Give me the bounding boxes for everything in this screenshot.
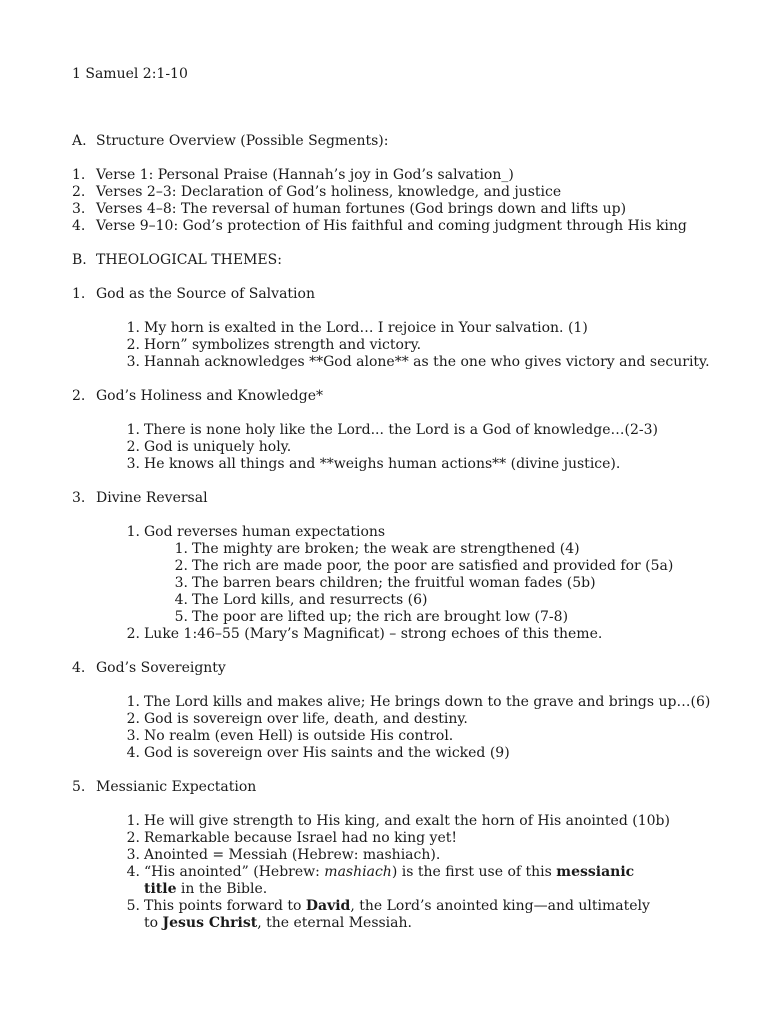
list-text: He will give strength to His king, and exalt the horn of His anointed (10b) bbox=[144, 813, 670, 829]
list-number: 2. bbox=[126, 439, 140, 455]
sub-list-item bbox=[72, 609, 682, 626]
list-text: The poor are lifted up; the rich are brought low (7-8) bbox=[192, 609, 569, 625]
list-item bbox=[72, 694, 711, 711]
bold-term: Jesus Christ bbox=[162, 915, 258, 931]
document-page bbox=[72, 66, 711, 932]
list-number: 4. bbox=[126, 864, 140, 880]
list-text: There is none holy like the Lord... the Lord is a God of knowledge…(2-3) bbox=[144, 422, 658, 438]
list-item bbox=[72, 830, 682, 847]
list-number: 4. bbox=[126, 745, 140, 761]
list-text: God is sovereign over life, death, and destiny. bbox=[144, 711, 468, 727]
theme-title: Messianic Expectation bbox=[96, 779, 257, 795]
list-text: Remarkable because Israel had no king yet! bbox=[144, 830, 457, 846]
section-a-marker: A. bbox=[72, 133, 87, 149]
list-text: Hannah acknowledges **God alone** as the one who gives victory and security. bbox=[144, 354, 710, 370]
section-a-heading bbox=[72, 133, 682, 150]
list-number: 1. bbox=[174, 541, 188, 557]
list-number: 1. bbox=[126, 422, 140, 438]
theme-number: 1. bbox=[72, 286, 86, 302]
list-number: 3. bbox=[126, 728, 140, 744]
list-number: 2. bbox=[126, 711, 140, 727]
theme-number: 3. bbox=[72, 490, 86, 506]
list-text: The Lord kills and makes alive; He brings down to the grave and brings up…(6) bbox=[144, 694, 711, 710]
list-text: Luke 1:46–55 (Mary’s Magnificat) – strong echoes of this theme. bbox=[144, 626, 603, 642]
list-item bbox=[72, 184, 682, 201]
list-text: No realm (even Hell) is outside His control. bbox=[144, 728, 454, 744]
list-text: Verses 4–8: The reversal of human fortunes (God brings down and lifts up) bbox=[96, 201, 627, 217]
list-item bbox=[72, 201, 682, 218]
section-b-marker: B. bbox=[72, 252, 87, 268]
list-number: 1. bbox=[126, 524, 140, 540]
text-run: ) is the first use of this bbox=[391, 864, 557, 880]
list-text: God is sovereign over His saints and the wicked (9) bbox=[144, 745, 510, 761]
theme-heading bbox=[72, 779, 682, 796]
list-number: 3. bbox=[126, 354, 140, 370]
list-number: 4. bbox=[72, 218, 86, 234]
list-number: 2. bbox=[72, 184, 86, 200]
list-item bbox=[72, 813, 682, 830]
theme-number: 4. bbox=[72, 660, 86, 676]
sub-list-item bbox=[72, 575, 682, 592]
list-number: 1. bbox=[72, 167, 86, 183]
sub-list-item bbox=[72, 558, 682, 575]
list-item bbox=[72, 898, 662, 932]
theme-title: Divine Reversal bbox=[96, 490, 208, 506]
sub-list-item bbox=[72, 541, 682, 558]
list-item bbox=[72, 847, 682, 864]
text-run: in the Bible. bbox=[176, 881, 268, 897]
list-number: 4. bbox=[174, 592, 188, 608]
section-b-heading bbox=[72, 252, 682, 269]
italic-term: mashiach bbox=[324, 864, 392, 880]
list-number: 1. bbox=[126, 694, 140, 710]
list-text: Verses 2–3: Declaration of God’s holiness, knowledge, and justice bbox=[96, 184, 562, 200]
list-text: My horn is exalted in the Lord… I rejoice in Your salvation. (1) bbox=[144, 320, 588, 336]
document-title bbox=[72, 66, 682, 83]
list-number: 3. bbox=[72, 201, 86, 217]
list-item bbox=[72, 218, 687, 235]
list-text bbox=[144, 864, 662, 898]
section-a-heading-text: Structure Overview (Possible Segments): bbox=[96, 133, 389, 149]
list-number: 2. bbox=[126, 626, 140, 642]
list-item bbox=[72, 422, 682, 439]
text-run: This points forward to bbox=[144, 898, 306, 914]
list-text: Horn” symbolizes strength and victory. bbox=[144, 337, 422, 353]
list-number: 3. bbox=[126, 847, 140, 863]
title-text: 1 Samuel 2:1-10 bbox=[72, 66, 188, 82]
theme-number: 5. bbox=[72, 779, 86, 795]
list-number: 1. bbox=[126, 813, 140, 829]
theme-title: God’s Sovereignty bbox=[96, 660, 226, 676]
bold-term: messianic title bbox=[144, 864, 635, 897]
list-item bbox=[72, 354, 710, 371]
text-run: , the Lord’s anointed king—and ultimately to bbox=[144, 898, 650, 931]
list-item bbox=[72, 864, 662, 898]
theme-heading bbox=[72, 490, 682, 507]
theme-number: 2. bbox=[72, 388, 86, 404]
section-b-heading-text: THEOLOGICAL THEMES: bbox=[96, 252, 282, 268]
list-item bbox=[72, 456, 682, 473]
list-text: The barren bears children; the fruitful woman fades (5b) bbox=[192, 575, 596, 591]
list-text: Verse 9–10: God’s protection of His faithful and coming judgment through His king bbox=[96, 218, 687, 234]
text-run: “His anointed” (Hebrew: bbox=[144, 864, 325, 880]
list-number: 5. bbox=[174, 609, 188, 625]
theme-heading bbox=[72, 388, 682, 405]
list-item bbox=[72, 626, 682, 643]
list-item bbox=[72, 728, 682, 745]
list-text: He knows all things and **weighs human actions** (divine justice). bbox=[144, 456, 621, 472]
list-text: The Lord kills, and resurrects (6) bbox=[192, 592, 428, 608]
theme-title: God’s Holiness and Knowledge* bbox=[96, 388, 324, 404]
theme-heading bbox=[72, 660, 682, 677]
list-text: God reverses human expectations bbox=[144, 524, 386, 540]
list-item bbox=[72, 167, 682, 184]
list-number: 5. bbox=[126, 898, 140, 914]
list-item bbox=[72, 337, 682, 354]
bold-term: David bbox=[305, 898, 351, 914]
list-number: 2. bbox=[126, 337, 140, 353]
list-text bbox=[144, 898, 662, 932]
list-text: Verse 1: Personal Praise (Hannah’s joy in God’s salvation_) bbox=[96, 167, 514, 183]
list-item bbox=[72, 524, 682, 541]
list-item bbox=[72, 745, 682, 762]
list-text: The rich are made poor, the poor are satisfied and provided for (5a) bbox=[192, 558, 674, 574]
list-text: Anointed = Messiah (Hebrew: mashiach). bbox=[144, 847, 441, 863]
list-item bbox=[72, 320, 682, 337]
list-number: 2. bbox=[174, 558, 188, 574]
list-number: 3. bbox=[174, 575, 188, 591]
text-run: , the eternal Messiah. bbox=[257, 915, 412, 931]
sub-list-item bbox=[72, 592, 682, 609]
list-item bbox=[72, 711, 682, 728]
list-number: 3. bbox=[126, 456, 140, 472]
theme-heading bbox=[72, 286, 682, 303]
list-text: God is uniquely holy. bbox=[144, 439, 292, 455]
theme-title: God as the Source of Salvation bbox=[96, 286, 315, 302]
list-text: The mighty are broken; the weak are strengthened (4) bbox=[192, 541, 580, 557]
list-number: 2. bbox=[126, 830, 140, 846]
list-item bbox=[72, 439, 682, 456]
list-number: 1. bbox=[126, 320, 140, 336]
